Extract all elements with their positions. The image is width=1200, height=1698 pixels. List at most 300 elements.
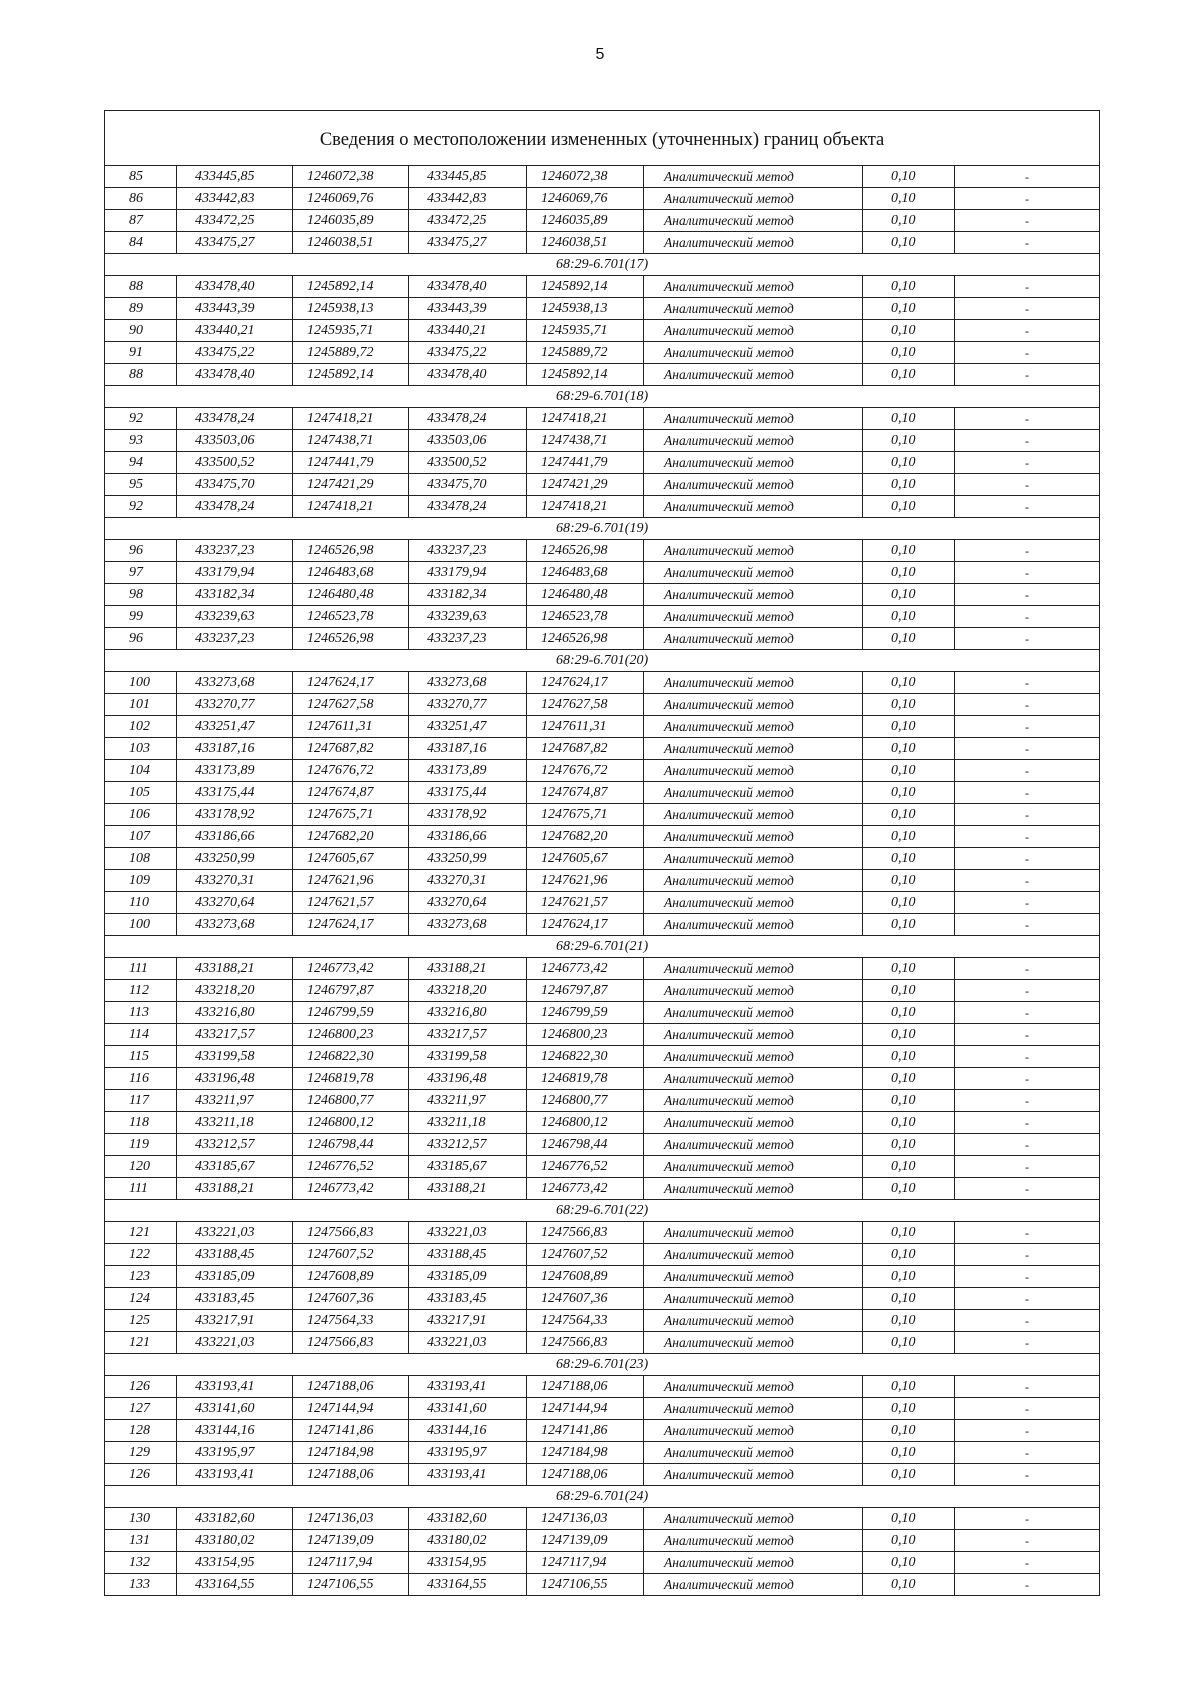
y-new-coordinate-cell: 1247627,58	[527, 694, 644, 716]
extra-cell: -	[955, 1398, 1100, 1420]
y-coordinate-cell: 1247441,79	[293, 452, 409, 474]
y-new-coordinate-cell: 1246797,87	[527, 980, 644, 1002]
y-new-coordinate-cell: 1246773,42	[527, 958, 644, 980]
x-new-coordinate-cell: 433475,70	[409, 474, 527, 496]
y-coordinate-cell: 1245935,71	[293, 320, 409, 342]
method-cell: Аналитический метод	[644, 980, 863, 1002]
extra-cell: -	[955, 958, 1100, 980]
x-new-coordinate-cell: 433212,57	[409, 1134, 527, 1156]
precision-cell: 0,10	[863, 452, 955, 474]
x-new-coordinate-cell: 433186,66	[409, 826, 527, 848]
x-new-coordinate-cell: 433478,24	[409, 408, 527, 430]
y-coordinate-cell: 1245889,72	[293, 342, 409, 364]
precision-cell: 0,10	[863, 584, 955, 606]
x-new-coordinate-cell: 433211,97	[409, 1090, 527, 1112]
extra-cell: -	[955, 716, 1100, 738]
extra-cell: -	[955, 232, 1100, 254]
method-cell: Аналитический метод	[644, 672, 863, 694]
table-row	[105, 166, 1100, 188]
method-cell: Аналитический метод	[644, 452, 863, 474]
method-cell: Аналитический метод	[644, 496, 863, 518]
point-number-cell: 111	[105, 958, 177, 980]
extra-cell: -	[955, 584, 1100, 606]
y-new-coordinate-cell: 1246776,52	[527, 1156, 644, 1178]
point-number-cell: 131	[105, 1530, 177, 1552]
precision-cell: 0,10	[863, 1398, 955, 1420]
point-number-cell: 129	[105, 1442, 177, 1464]
y-new-coordinate-cell: 1246800,12	[527, 1112, 644, 1134]
x-new-coordinate-cell: 433199,58	[409, 1046, 527, 1068]
method-cell: Аналитический метод	[644, 1574, 863, 1596]
y-coordinate-cell: 1247566,83	[293, 1332, 409, 1354]
point-number-cell: 127	[105, 1398, 177, 1420]
x-coordinate-cell: 433178,92	[177, 804, 293, 826]
x-new-coordinate-cell: 433188,21	[409, 958, 527, 980]
x-new-coordinate-cell: 433188,45	[409, 1244, 527, 1266]
x-new-coordinate-cell: 433211,18	[409, 1112, 527, 1134]
x-coordinate-cell: 433182,60	[177, 1508, 293, 1530]
precision-cell: 0,10	[863, 1222, 955, 1244]
y-coordinate-cell: 1247675,71	[293, 804, 409, 826]
x-coordinate-cell: 433211,97	[177, 1090, 293, 1112]
x-coordinate-cell: 433273,68	[177, 672, 293, 694]
y-new-coordinate-cell: 1247106,55	[527, 1574, 644, 1596]
y-new-coordinate-cell: 1247141,86	[527, 1420, 644, 1442]
table-row	[105, 1156, 1100, 1178]
extra-cell: -	[955, 672, 1100, 694]
method-cell: Аналитический метод	[644, 1178, 863, 1200]
y-coordinate-cell: 1246773,42	[293, 1178, 409, 1200]
table-row	[105, 364, 1100, 386]
x-coordinate-cell: 433237,23	[177, 628, 293, 650]
x-new-coordinate-cell: 433217,91	[409, 1310, 527, 1332]
point-number-cell: 102	[105, 716, 177, 738]
x-new-coordinate-cell: 433475,22	[409, 342, 527, 364]
section-header-row	[105, 254, 1100, 276]
precision-cell: 0,10	[863, 1420, 955, 1442]
y-new-coordinate-cell: 1247188,06	[527, 1376, 644, 1398]
extra-cell: -	[955, 980, 1100, 1002]
point-number-cell: 128	[105, 1420, 177, 1442]
y-new-coordinate-cell: 1247438,71	[527, 430, 644, 452]
point-number-cell: 88	[105, 364, 177, 386]
table-row	[105, 1420, 1100, 1442]
x-new-coordinate-cell: 433217,57	[409, 1024, 527, 1046]
method-cell: Аналитический метод	[644, 914, 863, 936]
table-row	[105, 628, 1100, 650]
point-number-cell: 130	[105, 1508, 177, 1530]
y-coordinate-cell: 1246480,48	[293, 584, 409, 606]
method-cell: Аналитический метод	[644, 804, 863, 826]
x-coordinate-cell: 433478,24	[177, 408, 293, 430]
extra-cell: -	[955, 562, 1100, 584]
x-new-coordinate-cell: 433144,16	[409, 1420, 527, 1442]
y-coordinate-cell: 1247624,17	[293, 672, 409, 694]
method-cell: Аналитический метод	[644, 474, 863, 496]
y-new-coordinate-cell: 1247418,21	[527, 408, 644, 430]
y-coordinate-cell: 1247438,71	[293, 430, 409, 452]
precision-cell: 0,10	[863, 914, 955, 936]
x-new-coordinate-cell: 433443,39	[409, 298, 527, 320]
extra-cell: -	[955, 320, 1100, 342]
extra-cell: -	[955, 628, 1100, 650]
point-number-cell: 112	[105, 980, 177, 1002]
x-new-coordinate-cell: 433180,02	[409, 1530, 527, 1552]
method-cell: Аналитический метод	[644, 606, 863, 628]
point-number-cell: 132	[105, 1552, 177, 1574]
section-header-row	[105, 386, 1100, 408]
point-number-cell: 117	[105, 1090, 177, 1112]
point-number-cell: 92	[105, 408, 177, 430]
extra-cell: -	[955, 298, 1100, 320]
point-number-cell: 126	[105, 1464, 177, 1486]
x-coordinate-cell: 433212,57	[177, 1134, 293, 1156]
table-row	[105, 892, 1100, 914]
y-new-coordinate-cell: 1246038,51	[527, 232, 644, 254]
x-coordinate-cell: 433185,09	[177, 1266, 293, 1288]
y-coordinate-cell: 1246819,78	[293, 1068, 409, 1090]
y-coordinate-cell: 1247139,09	[293, 1530, 409, 1552]
method-cell: Аналитический метод	[644, 716, 863, 738]
section-header-row	[105, 650, 1100, 672]
table-row	[105, 760, 1100, 782]
y-coordinate-cell: 1246776,52	[293, 1156, 409, 1178]
point-number-cell: 84	[105, 232, 177, 254]
extra-cell: -	[955, 1024, 1100, 1046]
table-row	[105, 210, 1100, 232]
extra-cell: -	[955, 408, 1100, 430]
table-row	[105, 232, 1100, 254]
point-number-cell: 126	[105, 1376, 177, 1398]
x-coordinate-cell: 433154,95	[177, 1552, 293, 1574]
precision-cell: 0,10	[863, 1288, 955, 1310]
precision-cell: 0,10	[863, 1508, 955, 1530]
y-new-coordinate-cell: 1247136,03	[527, 1508, 644, 1530]
table-row	[105, 1266, 1100, 1288]
precision-cell: 0,10	[863, 166, 955, 188]
point-number-cell: 123	[105, 1266, 177, 1288]
extra-cell: -	[955, 826, 1100, 848]
y-coordinate-cell: 1246038,51	[293, 232, 409, 254]
section-header-row	[105, 1486, 1100, 1508]
x-new-coordinate-cell: 433442,83	[409, 188, 527, 210]
x-new-coordinate-cell: 433173,89	[409, 760, 527, 782]
x-coordinate-cell: 433478,24	[177, 496, 293, 518]
y-coordinate-cell: 1247117,94	[293, 1552, 409, 1574]
table-row	[105, 496, 1100, 518]
boundary-coordinates-table	[104, 110, 1100, 1596]
table-row	[105, 1508, 1100, 1530]
y-new-coordinate-cell: 1247566,83	[527, 1222, 644, 1244]
y-new-coordinate-cell: 1246800,23	[527, 1024, 644, 1046]
x-new-coordinate-cell: 433273,68	[409, 672, 527, 694]
y-coordinate-cell: 1247624,17	[293, 914, 409, 936]
x-new-coordinate-cell: 433221,03	[409, 1332, 527, 1354]
x-coordinate-cell: 433188,45	[177, 1244, 293, 1266]
method-cell: Аналитический метод	[644, 232, 863, 254]
extra-cell: -	[955, 166, 1100, 188]
page-number: 5	[595, 46, 605, 63]
precision-cell: 0,10	[863, 1376, 955, 1398]
x-coordinate-cell: 433196,48	[177, 1068, 293, 1090]
x-coordinate-cell: 433179,94	[177, 562, 293, 584]
section-label: 68:29-6.701(18)	[105, 386, 1100, 408]
method-cell: Аналитический метод	[644, 1068, 863, 1090]
x-coordinate-cell: 433472,25	[177, 210, 293, 232]
precision-cell: 0,10	[863, 1552, 955, 1574]
table-row	[105, 1024, 1100, 1046]
y-coordinate-cell: 1246822,30	[293, 1046, 409, 1068]
x-coordinate-cell: 433270,31	[177, 870, 293, 892]
extra-cell: -	[955, 276, 1100, 298]
x-coordinate-cell: 433175,44	[177, 782, 293, 804]
point-number-cell: 105	[105, 782, 177, 804]
point-number-cell: 109	[105, 870, 177, 892]
point-number-cell: 97	[105, 562, 177, 584]
method-cell: Аналитический метод	[644, 430, 863, 452]
precision-cell: 0,10	[863, 1442, 955, 1464]
x-new-coordinate-cell: 433440,21	[409, 320, 527, 342]
precision-cell: 0,10	[863, 1464, 955, 1486]
table-row	[105, 1112, 1100, 1134]
y-coordinate-cell: 1247607,36	[293, 1288, 409, 1310]
y-new-coordinate-cell: 1247117,94	[527, 1552, 644, 1574]
table-row	[105, 1530, 1100, 1552]
point-number-cell: 122	[105, 1244, 177, 1266]
precision-cell: 0,10	[863, 694, 955, 716]
y-new-coordinate-cell: 1247184,98	[527, 1442, 644, 1464]
point-number-cell: 115	[105, 1046, 177, 1068]
table-row	[105, 1134, 1100, 1156]
table-row	[105, 826, 1100, 848]
y-coordinate-cell: 1246797,87	[293, 980, 409, 1002]
precision-cell: 0,10	[863, 1112, 955, 1134]
point-number-cell: 100	[105, 672, 177, 694]
x-new-coordinate-cell: 433179,94	[409, 562, 527, 584]
x-new-coordinate-cell: 433500,52	[409, 452, 527, 474]
extra-cell: -	[955, 496, 1100, 518]
x-new-coordinate-cell: 433178,92	[409, 804, 527, 826]
table-row	[105, 1068, 1100, 1090]
x-coordinate-cell: 433182,34	[177, 584, 293, 606]
y-coordinate-cell: 1246800,23	[293, 1024, 409, 1046]
method-cell: Аналитический метод	[644, 210, 863, 232]
y-new-coordinate-cell: 1246483,68	[527, 562, 644, 584]
x-coordinate-cell: 433273,68	[177, 914, 293, 936]
section-label: 68:29-6.701(17)	[105, 254, 1100, 276]
precision-cell: 0,10	[863, 1332, 955, 1354]
table-row	[105, 452, 1100, 474]
section-label: 68:29-6.701(21)	[105, 936, 1100, 958]
x-coordinate-cell: 433218,20	[177, 980, 293, 1002]
point-number-cell: 100	[105, 914, 177, 936]
point-number-cell: 110	[105, 892, 177, 914]
extra-cell: -	[955, 364, 1100, 386]
table-row	[105, 562, 1100, 584]
y-coordinate-cell: 1247141,86	[293, 1420, 409, 1442]
precision-cell: 0,10	[863, 1266, 955, 1288]
method-cell: Аналитический метод	[644, 1376, 863, 1398]
x-coordinate-cell: 433164,55	[177, 1574, 293, 1596]
x-new-coordinate-cell: 433187,16	[409, 738, 527, 760]
table-row	[105, 848, 1100, 870]
method-cell: Аналитический метод	[644, 1530, 863, 1552]
method-cell: Аналитический метод	[644, 584, 863, 606]
precision-cell: 0,10	[863, 892, 955, 914]
point-number-cell: 85	[105, 166, 177, 188]
table-row	[105, 1002, 1100, 1024]
method-cell: Аналитический метод	[644, 1112, 863, 1134]
x-coordinate-cell: 433188,21	[177, 958, 293, 980]
precision-cell: 0,10	[863, 804, 955, 826]
section-label: 68:29-6.701(23)	[105, 1354, 1100, 1376]
x-coordinate-cell: 433475,70	[177, 474, 293, 496]
x-coordinate-cell: 433440,21	[177, 320, 293, 342]
precision-cell: 0,10	[863, 342, 955, 364]
section-header-row	[105, 518, 1100, 540]
x-coordinate-cell: 433221,03	[177, 1332, 293, 1354]
precision-cell: 0,10	[863, 1068, 955, 1090]
method-cell: Аналитический метод	[644, 1464, 863, 1486]
table-row	[105, 782, 1100, 804]
x-new-coordinate-cell: 433250,99	[409, 848, 527, 870]
x-coordinate-cell: 433443,39	[177, 298, 293, 320]
y-new-coordinate-cell: 1246799,59	[527, 1002, 644, 1024]
method-cell: Аналитический метод	[644, 408, 863, 430]
point-number-cell: 113	[105, 1002, 177, 1024]
table-row	[105, 1310, 1100, 1332]
extra-cell: -	[955, 540, 1100, 562]
x-coordinate-cell: 433144,16	[177, 1420, 293, 1442]
point-number-cell: 90	[105, 320, 177, 342]
point-number-cell: 88	[105, 276, 177, 298]
x-new-coordinate-cell: 433193,41	[409, 1464, 527, 1486]
point-number-cell: 98	[105, 584, 177, 606]
y-new-coordinate-cell: 1246526,98	[527, 628, 644, 650]
y-new-coordinate-cell: 1247566,83	[527, 1332, 644, 1354]
extra-cell: -	[955, 738, 1100, 760]
x-coordinate-cell: 433217,91	[177, 1310, 293, 1332]
method-cell: Аналитический метод	[644, 1244, 863, 1266]
extra-cell: -	[955, 1376, 1100, 1398]
y-coordinate-cell: 1247564,33	[293, 1310, 409, 1332]
x-new-coordinate-cell: 433478,40	[409, 364, 527, 386]
y-new-coordinate-cell: 1246773,42	[527, 1178, 644, 1200]
y-new-coordinate-cell: 1247621,96	[527, 870, 644, 892]
method-cell: Аналитический метод	[644, 760, 863, 782]
x-new-coordinate-cell: 433445,85	[409, 166, 527, 188]
y-new-coordinate-cell: 1247418,21	[527, 496, 644, 518]
x-new-coordinate-cell: 433221,03	[409, 1222, 527, 1244]
precision-cell: 0,10	[863, 408, 955, 430]
point-number-cell: 125	[105, 1310, 177, 1332]
section-header-row	[105, 1200, 1100, 1222]
method-cell: Аналитический метод	[644, 1310, 863, 1332]
point-number-cell: 94	[105, 452, 177, 474]
precision-cell: 0,10	[863, 540, 955, 562]
y-coordinate-cell: 1247136,03	[293, 1508, 409, 1530]
x-coordinate-cell: 433193,41	[177, 1464, 293, 1486]
x-new-coordinate-cell: 433182,60	[409, 1508, 527, 1530]
precision-cell: 0,10	[863, 1024, 955, 1046]
y-new-coordinate-cell: 1245889,72	[527, 342, 644, 364]
y-new-coordinate-cell: 1247144,94	[527, 1398, 644, 1420]
y-coordinate-cell: 1247418,21	[293, 496, 409, 518]
point-number-cell: 87	[105, 210, 177, 232]
x-coordinate-cell: 433239,63	[177, 606, 293, 628]
y-new-coordinate-cell: 1247564,33	[527, 1310, 644, 1332]
method-cell: Аналитический метод	[644, 738, 863, 760]
point-number-cell: 104	[105, 760, 177, 782]
extra-cell: -	[955, 1420, 1100, 1442]
x-coordinate-cell: 433478,40	[177, 364, 293, 386]
extra-cell: -	[955, 1222, 1100, 1244]
method-cell: Аналитический метод	[644, 826, 863, 848]
y-coordinate-cell: 1247621,96	[293, 870, 409, 892]
y-new-coordinate-cell: 1246072,38	[527, 166, 644, 188]
x-coordinate-cell: 433173,89	[177, 760, 293, 782]
precision-cell: 0,10	[863, 276, 955, 298]
section-label: 68:29-6.701(20)	[105, 650, 1100, 672]
y-coordinate-cell: 1247627,58	[293, 694, 409, 716]
table-caption: Сведения о местоположении измененных (уточненных) границ объекта	[105, 111, 1100, 166]
method-cell: Аналитический метод	[644, 870, 863, 892]
method-cell: Аналитический метод	[644, 694, 863, 716]
y-new-coordinate-cell: 1247188,06	[527, 1464, 644, 1486]
y-new-coordinate-cell: 1247674,87	[527, 782, 644, 804]
y-coordinate-cell: 1247611,31	[293, 716, 409, 738]
x-new-coordinate-cell: 433270,64	[409, 892, 527, 914]
table-row	[105, 320, 1100, 342]
x-coordinate-cell: 433217,57	[177, 1024, 293, 1046]
point-number-cell: 108	[105, 848, 177, 870]
precision-cell: 0,10	[863, 1046, 955, 1068]
x-coordinate-cell: 433183,45	[177, 1288, 293, 1310]
table-row	[105, 1574, 1100, 1596]
extra-cell: -	[955, 342, 1100, 364]
y-coordinate-cell: 1247682,20	[293, 826, 409, 848]
table-row	[105, 716, 1100, 738]
extra-cell: -	[955, 1552, 1100, 1574]
precision-cell: 0,10	[863, 1244, 955, 1266]
x-new-coordinate-cell: 433237,23	[409, 628, 527, 650]
table-row	[105, 430, 1100, 452]
method-cell: Аналитический метод	[644, 562, 863, 584]
precision-cell: 0,10	[863, 826, 955, 848]
extra-cell: -	[955, 1090, 1100, 1112]
y-coordinate-cell: 1246526,98	[293, 540, 409, 562]
y-coordinate-cell: 1246799,59	[293, 1002, 409, 1024]
point-number-cell: 119	[105, 1134, 177, 1156]
y-new-coordinate-cell: 1246480,48	[527, 584, 644, 606]
section-label: 68:29-6.701(19)	[105, 518, 1100, 540]
x-coordinate-cell: 433445,85	[177, 166, 293, 188]
point-number-cell: 99	[105, 606, 177, 628]
y-coordinate-cell: 1247674,87	[293, 782, 409, 804]
point-number-cell: 111	[105, 1178, 177, 1200]
y-coordinate-cell: 1245892,14	[293, 364, 409, 386]
x-coordinate-cell: 433475,27	[177, 232, 293, 254]
y-new-coordinate-cell: 1246523,78	[527, 606, 644, 628]
x-coordinate-cell: 433270,64	[177, 892, 293, 914]
x-coordinate-cell: 433195,97	[177, 1442, 293, 1464]
y-coordinate-cell: 1245938,13	[293, 298, 409, 320]
y-new-coordinate-cell: 1245938,13	[527, 298, 644, 320]
x-coordinate-cell: 433237,23	[177, 540, 293, 562]
method-cell: Аналитический метод	[644, 1046, 863, 1068]
precision-cell: 0,10	[863, 1134, 955, 1156]
method-cell: Аналитический метод	[644, 628, 863, 650]
